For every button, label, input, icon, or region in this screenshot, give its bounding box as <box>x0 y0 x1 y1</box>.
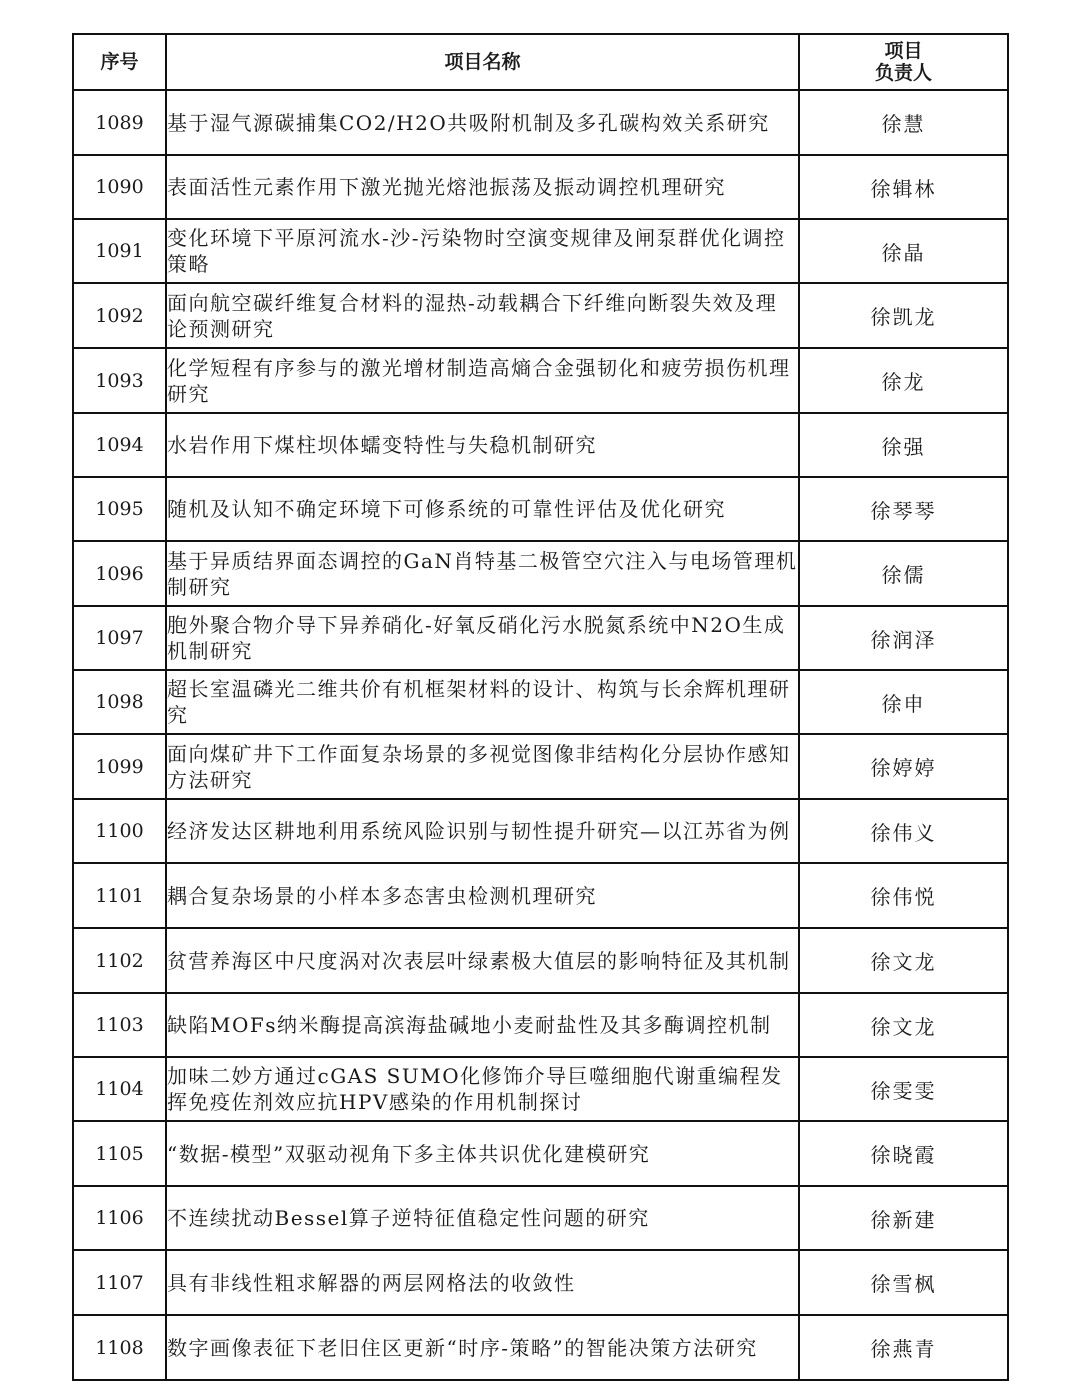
header-row <box>73 34 1008 90</box>
row-leader: 徐润泽 <box>799 606 1008 670</box>
table-row <box>73 1250 1008 1315</box>
row-leader: 徐儒 <box>799 541 1008 606</box>
table-row <box>73 799 1008 863</box>
row-leader: 徐晶 <box>799 219 1008 283</box>
row-num: 1096 <box>73 541 166 606</box>
row-num: 1092 <box>73 283 166 348</box>
project-table <box>72 33 1009 1381</box>
row-num: 1098 <box>73 670 166 734</box>
row-num: 1091 <box>73 219 166 283</box>
row-project-name: 超长室温磷光二维共价有机框架材料的设计、构筑与长余辉机理研究 <box>166 670 799 734</box>
row-num: 1104 <box>73 1057 166 1121</box>
row-num: 1097 <box>73 606 166 670</box>
row-project-name: 具有非线性粗求解器的两层网格法的收敛性 <box>166 1250 799 1315</box>
row-leader: 徐龙 <box>799 348 1008 413</box>
row-num: 1093 <box>73 348 166 413</box>
row-project-name: 缺陷MOFs纳米酶提高滨海盐碱地小麦耐盐性及其多酶调控机制 <box>166 993 799 1057</box>
row-leader: 徐婷婷 <box>799 734 1008 799</box>
row-leader: 徐文龙 <box>799 993 1008 1057</box>
row-leader: 徐文龙 <box>799 928 1008 993</box>
table-row <box>73 283 1008 348</box>
table-row <box>73 541 1008 606</box>
row-project-name: 不连续扰动Bessel算子逆特征值稳定性问题的研究 <box>166 1186 799 1250</box>
header-lead <box>799 34 1008 90</box>
table-row <box>73 993 1008 1057</box>
row-leader: 徐慧 <box>799 90 1008 155</box>
header-name: 项目名称 <box>166 34 799 90</box>
table-row <box>73 1186 1008 1250</box>
table-row <box>73 606 1008 670</box>
row-project-name: 水岩作用下煤柱坝体蠕变特性与失稳机制研究 <box>166 413 799 477</box>
row-num: 1102 <box>73 928 166 993</box>
row-project-name: 面向航空碳纤维复合材料的湿热-动载耦合下纤维向断裂失效及理论预测研究 <box>166 283 799 348</box>
row-project-name: 基于异质结界面态调控的GaN肖特基二极管空穴注入与电场管理机制研究 <box>166 541 799 606</box>
table-row <box>73 413 1008 477</box>
table-row <box>73 348 1008 413</box>
row-num: 1106 <box>73 1186 166 1250</box>
row-project-name: 基于湿气源碳捕集CO2/H2O共吸附机制及多孔碳构效关系研究 <box>166 90 799 155</box>
table-row <box>73 155 1008 219</box>
row-leader: 徐晓霞 <box>799 1121 1008 1186</box>
header-lead-line2: 负责人 <box>874 62 932 84</box>
table-row <box>73 477 1008 541</box>
table-body <box>73 90 1008 1380</box>
row-leader: 徐凯龙 <box>799 283 1008 348</box>
row-num: 1100 <box>73 799 166 863</box>
table-row <box>73 928 1008 993</box>
header-num: 序号 <box>73 34 166 90</box>
row-leader: 徐伟义 <box>799 799 1008 863</box>
row-num: 1090 <box>73 155 166 219</box>
row-leader: 徐强 <box>799 413 1008 477</box>
row-leader: 徐燕青 <box>799 1315 1008 1380</box>
table-row <box>73 1121 1008 1186</box>
row-leader: 徐雯雯 <box>799 1057 1008 1121</box>
row-project-name: “数据-模型”双驱动视角下多主体共识优化建模研究 <box>166 1121 799 1186</box>
row-project-name: 贫营养海区中尺度涡对次表层叶绿素极大值层的影响特征及其机制 <box>166 928 799 993</box>
row-project-name: 加味二妙方通过cGAS SUMO化修饰介导巨噬细胞代谢重编程发挥免疫佐剂效应抗HPV感染的作用机制探讨 <box>166 1057 799 1121</box>
row-project-name: 化学短程有序参与的激光增材制造高熵合金强韧化和疲劳损伤机理研究 <box>166 348 799 413</box>
row-project-name: 胞外聚合物介导下异养硝化-好氧反硝化污水脱氮系统中N2O生成机制研究 <box>166 606 799 670</box>
row-leader: 徐雪枫 <box>799 1250 1008 1315</box>
table-row <box>73 1057 1008 1121</box>
row-project-name: 经济发达区耕地利用系统风险识别与韧性提升研究—以江苏省为例 <box>166 799 799 863</box>
row-num: 1089 <box>73 90 166 155</box>
row-num: 1103 <box>73 993 166 1057</box>
table-row <box>73 863 1008 928</box>
row-project-name: 面向煤矿井下工作面复杂场景的多视觉图像非结构化分层协作感知方法研究 <box>166 734 799 799</box>
row-project-name: 变化环境下平原河流水-沙-污染物时空演变规律及闸泵群优化调控策略 <box>166 219 799 283</box>
row-leader: 徐琴琴 <box>799 477 1008 541</box>
row-num: 1095 <box>73 477 166 541</box>
row-leader: 徐伟悦 <box>799 863 1008 928</box>
row-leader: 徐申 <box>799 670 1008 734</box>
row-project-name: 耦合复杂场景的小样本多态害虫检测机理研究 <box>166 863 799 928</box>
table-header <box>73 34 1008 90</box>
row-num: 1107 <box>73 1250 166 1315</box>
table-row <box>73 219 1008 283</box>
row-num: 1099 <box>73 734 166 799</box>
row-project-name: 数字画像表征下老旧住区更新“时序-策略”的智能决策方法研究 <box>166 1315 799 1380</box>
row-project-name: 随机及认知不确定环境下可修系统的可靠性评估及优化研究 <box>166 477 799 541</box>
row-project-name: 表面活性元素作用下激光抛光熔池振荡及振动调控机理研究 <box>166 155 799 219</box>
header-lead-line1: 项目 <box>884 40 923 62</box>
row-num: 1101 <box>73 863 166 928</box>
row-num: 1108 <box>73 1315 166 1380</box>
table-row <box>73 1315 1008 1380</box>
row-leader: 徐辑林 <box>799 155 1008 219</box>
table-row <box>73 670 1008 734</box>
row-num: 1094 <box>73 413 166 477</box>
table-row <box>73 90 1008 155</box>
row-num: 1105 <box>73 1121 166 1186</box>
row-leader: 徐新建 <box>799 1186 1008 1250</box>
table-row <box>73 734 1008 799</box>
